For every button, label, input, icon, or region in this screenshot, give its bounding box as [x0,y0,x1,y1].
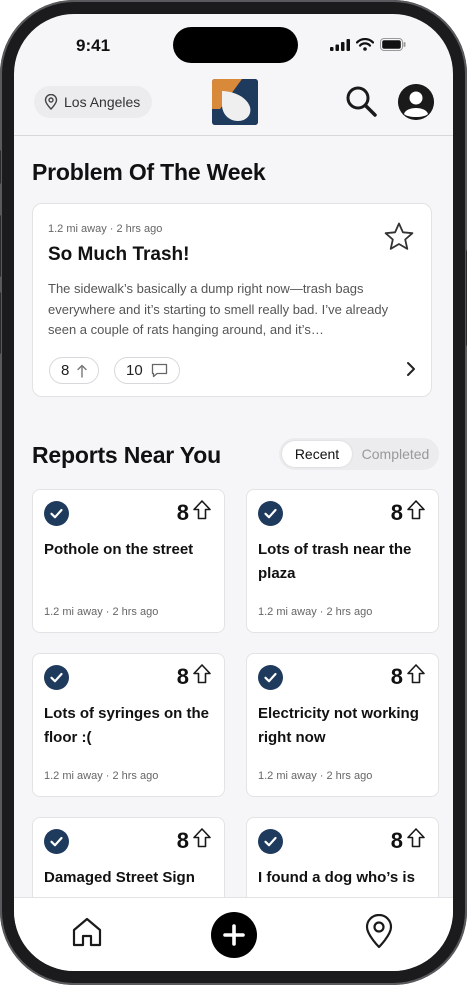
comment-button[interactable] [114,357,180,384]
report-meta: 1.2 mi away · 2 hrs ago [44,770,159,782]
completed-check-icon [258,829,283,854]
profile-button[interactable] [398,84,434,120]
logo-mark [212,79,258,125]
user-avatar-icon [398,84,434,120]
tab-map[interactable] [362,914,396,950]
report-upvotes[interactable] [391,663,426,691]
signal-icon [330,39,350,51]
report-card[interactable] [32,489,225,633]
battery-icon [380,38,406,51]
filter-completed[interactable]: Completed [361,446,430,462]
location-label: Los Angeles [64,94,141,110]
report-title: Electricity not working right now [258,705,419,746]
report-vote-count: 8 [176,664,189,689]
volume-up-button [0,215,1,277]
report-title: Pothole on the street [44,541,194,558]
search-icon [344,84,378,118]
report-filter-toggle [279,438,439,470]
star-outline-icon [383,221,415,253]
screen [14,14,453,971]
report-card[interactable] [246,489,439,633]
report-meta: 1.2 mi away · 2 hrs ago [258,770,373,782]
arrow-up-outline-icon [192,663,212,691]
report-upvotes[interactable] [391,827,426,855]
completed-check-icon [44,501,69,526]
chevron-right-icon [403,360,419,378]
report-card[interactable] [32,653,225,797]
post-title: So Much Trash! [48,244,190,265]
search-button[interactable] [344,84,378,118]
app-header [14,74,453,136]
arrow-up-outline-icon [406,827,426,855]
upvote-button[interactable] [49,357,99,384]
status-time: 9:41 [76,36,111,55]
report-card[interactable] [246,653,439,797]
report-vote-count: 8 [390,664,403,689]
problem-of-week-heading: Problem Of The Week [32,159,266,185]
completed-check-icon [258,665,283,690]
report-upvotes[interactable] [391,499,426,527]
status-bar [14,14,453,74]
completed-check-icon [44,829,69,854]
open-post-button[interactable] [403,360,419,378]
mute-switch [0,150,1,184]
favorite-button[interactable] [383,221,415,253]
reports-heading: Reports Near You [32,442,221,468]
completed-check-icon [258,501,283,526]
plus-icon [211,912,257,958]
report-title: Damaged Street Sign [44,869,195,886]
arrow-up-outline-icon [406,499,426,527]
report-vote-count: 8 [176,500,189,525]
comment-count: 10 [126,362,143,379]
tab-home[interactable] [70,915,104,949]
comment-icon [151,363,168,378]
report-upvotes[interactable] [177,827,212,855]
report-title: Lots of trash near the plaza [258,541,412,582]
wifi-icon [356,38,374,51]
report-upvotes[interactable] [177,499,212,527]
report-vote-count: 8 [176,828,189,853]
upvote-count: 8 [61,362,70,379]
report-vote-count: 8 [390,828,403,853]
report-upvotes[interactable] [177,663,212,691]
arrow-up-outline-icon [406,663,426,691]
arrow-up-outline-icon [192,827,212,855]
post-meta: 1.2 mi away · 2 hrs ago [48,223,163,235]
report-vote-count: 8 [390,500,403,525]
dynamic-island [173,27,298,63]
report-meta: 1.2 mi away · 2 hrs ago [44,606,159,618]
volume-down-button [0,292,1,354]
status-icons [330,38,406,51]
report-meta: 1.2 mi away · 2 hrs ago [258,606,373,618]
map-pin-icon [44,94,58,110]
bottom-tab-bar [14,897,453,971]
post-body: The sidewalk’s basically a dump right now—trash bags everywhere and it’s starting to smell really bad. I’ve already seen a couple of rats hanging around, and it’s… [48,281,389,337]
problem-of-week-card[interactable] [32,203,432,397]
filter-recent[interactable]: Recent [282,441,352,467]
report-title: I found a dog who’s is [258,869,415,886]
report-title: Lots of syringes on the floor :( [44,705,210,746]
app-logo[interactable] [212,79,258,125]
map-pin-icon [362,914,396,950]
arrow-up-icon [77,364,87,378]
add-report-button[interactable] [211,912,257,958]
completed-check-icon [44,665,69,690]
arrow-up-outline-icon [192,499,212,527]
location-selector[interactable] [34,86,152,118]
home-icon [70,915,104,949]
